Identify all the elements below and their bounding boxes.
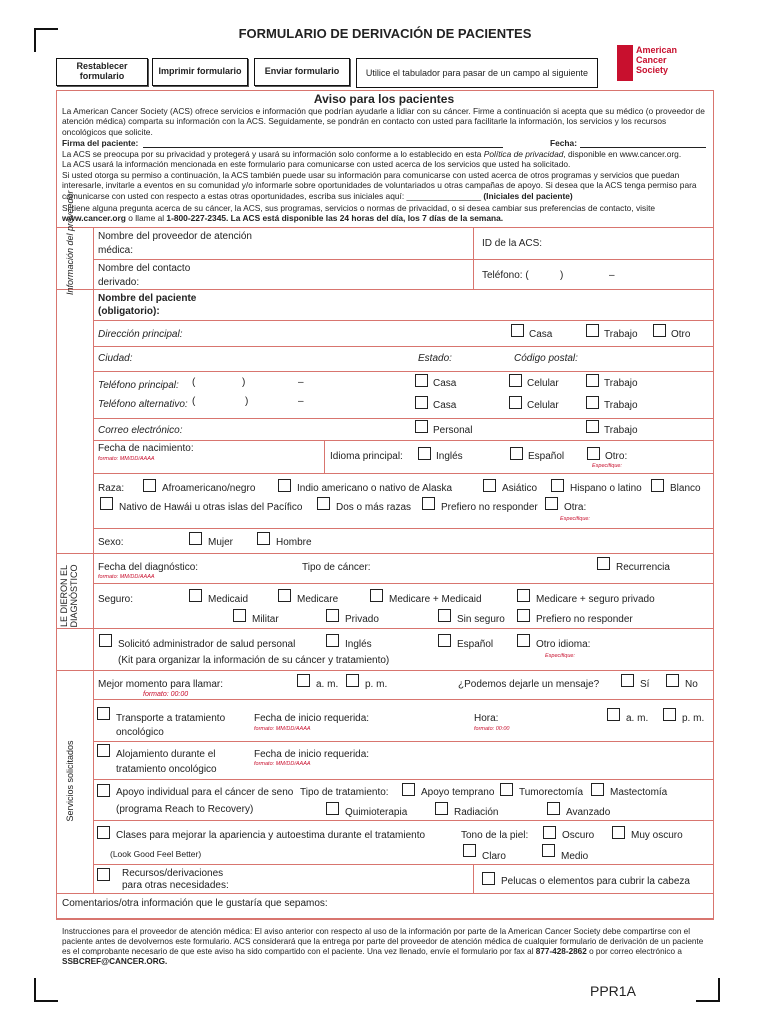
alt-phone-trabajo-checkbox[interactable] xyxy=(586,396,599,409)
resources-label: para otras necesidades: xyxy=(122,880,229,891)
manager-other-language-checkbox[interactable] xyxy=(517,634,530,647)
mujer-label: Mujer xyxy=(208,537,234,548)
trabajo-label: Trabajo xyxy=(604,378,638,389)
sex-label: Sexo: xyxy=(98,537,124,548)
race-option-label: Blanco xyxy=(670,483,701,494)
alt-phone-label: Teléfono alternativo: xyxy=(98,399,188,410)
reset-form-button[interactable]: Restablecer formulario xyxy=(56,58,148,86)
manager-ingles-checkbox[interactable] xyxy=(326,634,339,647)
specify-hint: Especifique: xyxy=(592,463,622,469)
specify-hint: Especifique: xyxy=(545,653,575,659)
zip-label: Código postal: xyxy=(514,353,578,364)
trabajo-label: Trabajo xyxy=(604,425,638,436)
divider xyxy=(93,473,713,474)
divider xyxy=(93,418,713,419)
race-prefiero-checkbox[interactable] xyxy=(422,497,435,510)
dash: – xyxy=(298,377,304,388)
best-time-label: Mejor momento para llamar: xyxy=(98,679,224,690)
no-label: No xyxy=(685,679,698,690)
dash: – xyxy=(609,270,615,281)
si-label: Sí xyxy=(640,679,650,690)
divider xyxy=(93,346,713,347)
date-line[interactable] xyxy=(580,147,706,148)
resources-checkbox[interactable] xyxy=(97,868,110,881)
health-manager-label: Solicitó administrador de salud personal xyxy=(118,639,296,650)
lodging-checkbox[interactable] xyxy=(97,744,110,757)
divider xyxy=(93,371,713,372)
insurance-option-label: Privado xyxy=(345,614,379,625)
dash: – xyxy=(298,396,304,407)
pm-label: p. m. xyxy=(365,679,388,690)
notice-privacy: La ACS se preocupa por su privacidad y protegerá y usará su información solo conforme a lo establecido en esta Política de privacidad, disponible en www.cancer.org. xyxy=(62,149,682,159)
alt-phone-casa-checkbox[interactable] xyxy=(415,396,428,409)
insurance-option-label: Medicare xyxy=(297,594,339,605)
resources-label: Recursos/derivaciones xyxy=(122,868,224,879)
paren: ) xyxy=(245,396,249,407)
divider xyxy=(93,779,713,780)
lgfb-classes-checkbox[interactable] xyxy=(97,826,110,839)
other-language-label: Otro idioma: xyxy=(536,639,591,650)
insurance-medicare-checkbox[interactable] xyxy=(278,589,291,602)
email-label: Correo electrónico: xyxy=(98,425,183,436)
race-blanco-checkbox[interactable] xyxy=(651,479,664,492)
skin-muy-oscuro-checkbox[interactable] xyxy=(612,826,625,839)
insurance-option-label: Prefiero no responder xyxy=(536,614,633,625)
leave-message-label: ¿Podemos dejarle un mensaje? xyxy=(458,679,600,690)
am-label: a. m. xyxy=(316,679,339,690)
divider xyxy=(93,320,713,321)
race-label: Raza: xyxy=(98,483,125,494)
race-indio-checkbox[interactable] xyxy=(278,479,291,492)
acs-logo-icon xyxy=(617,45,633,81)
contact-name-label: Nombre del contacto derivado: xyxy=(98,263,191,288)
main-phone-celular-checkbox[interactable] xyxy=(509,374,522,387)
print-form-button[interactable]: Imprimir formulario xyxy=(152,58,248,86)
divider xyxy=(93,583,713,584)
race-option-label: Afroamericano/negro xyxy=(162,483,256,494)
acs-logo-text: American Cancer Society xyxy=(636,45,678,75)
espanol-label: Español xyxy=(457,639,494,650)
acs-id-label: ID de la ACS: xyxy=(482,238,543,249)
transport-label: Transporte a tratamiento xyxy=(116,713,226,724)
divider xyxy=(473,864,474,893)
trabajo-label: Trabajo xyxy=(604,400,638,411)
section-divider xyxy=(93,227,94,893)
notice-title: Aviso para los pacientes xyxy=(313,92,455,106)
recurrence-checkbox[interactable] xyxy=(597,557,610,570)
time-format: formato: 00:00 xyxy=(474,726,510,732)
treatment-option-label: Mastectomía xyxy=(610,787,668,798)
divider xyxy=(56,553,713,554)
skin-oscuro-checkbox[interactable] xyxy=(543,826,556,839)
divider xyxy=(473,227,474,289)
health-manager-note: (Kit para organizar la información de su cáncer y tratamiento) xyxy=(118,655,390,666)
provider-instructions: Instrucciones para el proveedor de atención médica: El aviso anterior con respecto al uso de la información por parte de la American Cancer Society debe compartirse con el paciente antes de devolvernos este formulario. ACS considerará que la entrega por parte del proveedor de atención médica de cualquier formulario de derivación de un paciente es el comprobante necesario de que este aviso ha sido compartido con el paciente. Una vez llenado, envíe el formulario por fax al 877-428-2862 o por correo electrónico a SSBCREF@CANCER.ORG. xyxy=(62,927,704,966)
divider xyxy=(93,259,713,260)
race-hispano-checkbox[interactable] xyxy=(551,479,564,492)
manager-espanol-checkbox[interactable] xyxy=(438,634,451,647)
otro-label: Otro: xyxy=(605,451,628,462)
dob-format: formato: MM/DD/AAAA xyxy=(98,456,155,462)
form-title: FORMULARIO DE DERIVACIÓN DE PACIENTES xyxy=(238,26,532,41)
main-phone-casa-checkbox[interactable] xyxy=(415,374,428,387)
divider xyxy=(93,820,713,821)
paren: ( xyxy=(192,396,196,407)
skin-option-label: Muy oscuro xyxy=(631,830,683,841)
section-label-diagnosis: LE DIERON EL DIAGNÓSTICO xyxy=(59,564,79,628)
paren: ( xyxy=(192,377,196,388)
lodging-label: Alojamiento durante el xyxy=(116,749,216,760)
corner-mark-bottom-right xyxy=(696,978,720,1002)
email-personal-checkbox[interactable] xyxy=(415,420,428,433)
recurrence-label: Recurrencia xyxy=(616,562,670,573)
race-option-label: Hispano o latino xyxy=(570,483,642,494)
provider-phone-label: Teléfono: ( xyxy=(482,270,529,281)
treatment-type-label: Tipo de tratamiento: xyxy=(300,787,389,798)
treat-early-checkbox[interactable] xyxy=(402,783,415,796)
paren: ) xyxy=(560,270,564,281)
insurance-medicare-medicaid-checkbox[interactable] xyxy=(370,589,383,602)
call-pm-checkbox[interactable] xyxy=(346,674,359,687)
lgfb-classes-label: Clases para mejorar la apariencia y autoestima durante el tratamiento xyxy=(116,830,426,841)
transport-label: oncológico xyxy=(116,727,164,738)
insurance-sin-seguro-checkbox[interactable] xyxy=(438,609,451,622)
notice-paragraph-1: La American Cancer Society (ACS) ofrece servicios e información que podrían ayudarle a lidiar con su cáncer. Firme a continuación si acepta que su médico (o proveedor de atención médica) comparta su información con la ACS. Seguidamente, se pondrán en contacto con usted para facilitarle la información, los servicios y los recursos oncológicos que solicite. xyxy=(62,106,705,137)
language-label: Idioma principal: xyxy=(330,451,403,462)
date-format: formato: MM/DD/AAAA xyxy=(254,761,311,767)
insurance-prefiero-checkbox[interactable] xyxy=(517,609,530,622)
race-option-label: Otra: xyxy=(564,502,587,513)
paren: ) xyxy=(242,377,246,388)
transport-pm-checkbox[interactable] xyxy=(663,708,676,721)
address-otro-checkbox[interactable] xyxy=(653,324,666,337)
ingles-label: Inglés xyxy=(345,639,372,650)
skin-claro-checkbox[interactable] xyxy=(463,844,476,857)
skin-medio-checkbox[interactable] xyxy=(542,844,555,857)
alt-phone-celular-checkbox[interactable] xyxy=(509,396,522,409)
divider xyxy=(56,628,713,629)
address-casa-checkbox[interactable] xyxy=(511,324,524,337)
treat-advanced-checkbox[interactable] xyxy=(547,802,560,815)
sex-mujer-checkbox[interactable] xyxy=(189,532,202,545)
casa-label: Casa xyxy=(529,329,553,340)
health-manager-checkbox[interactable] xyxy=(99,634,112,647)
race-option-label: Asiático xyxy=(502,483,538,494)
treatment-option-label: Tumorectomía xyxy=(519,787,584,798)
divider xyxy=(93,699,713,700)
celular-label: Celular xyxy=(527,378,559,389)
date-label: Fecha: xyxy=(550,138,577,148)
treatment-option-label: Radiación xyxy=(454,807,499,818)
divider xyxy=(93,741,713,742)
send-form-button[interactable]: Enviar formulario xyxy=(254,58,350,86)
state-label: Estado: xyxy=(418,353,452,364)
skin-option-label: Claro xyxy=(482,851,506,862)
insurance-option-label: Sin seguro xyxy=(457,614,505,625)
trabajo-label: Trabajo xyxy=(604,329,638,340)
notice-paragraph-4: Si usted otorga su permiso a continuación, la ACS también puede usar su información para comunicarse con usted acerca de otros programas y servicios que puedan interesarle, invitarle a eventos en su comunidad y/o informarle sobre oportunidades de voluntariados u otras campañas de apoyo. Si desea que la ACS tenga permiso para comunicarse con usted con respecto a estas otras oportunidades, escriba sus iniciales aquí: ________________ (Iniciales del paciente) xyxy=(62,170,697,201)
form-code: PPR1A xyxy=(590,983,636,999)
divider xyxy=(324,440,325,473)
insurance-medicare-private-checkbox[interactable] xyxy=(517,589,530,602)
sex-hombre-checkbox[interactable] xyxy=(257,532,270,545)
address-trabajo-checkbox[interactable] xyxy=(586,324,599,337)
insurance-option-label: Medicare + seguro privado xyxy=(536,594,655,605)
time-format: formato: 00:00 xyxy=(143,691,189,698)
insurance-privado-checkbox[interactable] xyxy=(326,609,339,622)
race-option-label: Nativo de Hawái u otras islas del Pacífico xyxy=(119,502,303,513)
dob-label: Fecha de nacimiento: xyxy=(98,443,194,454)
wigs-checkbox[interactable] xyxy=(482,872,495,885)
treat-mastectomy-checkbox[interactable] xyxy=(591,783,604,796)
race-option-label: Prefiero no responder xyxy=(441,502,538,513)
provider-name-label: Nombre del proveedor de atención médica: xyxy=(98,231,252,256)
ingles-label: Inglés xyxy=(436,451,463,462)
race-option-label: Dos o más razas xyxy=(336,502,412,513)
breast-support-checkbox[interactable] xyxy=(97,784,110,797)
lang-otro-checkbox[interactable] xyxy=(587,447,600,460)
cancer-type-label: Tipo de cáncer: xyxy=(302,562,371,573)
otro-label: Otro xyxy=(671,329,691,340)
espanol-label: Español xyxy=(528,451,565,462)
insurance-medicaid-checkbox[interactable] xyxy=(189,589,202,602)
divider xyxy=(93,440,713,441)
treat-lumpectomy-checkbox[interactable] xyxy=(500,783,513,796)
divider xyxy=(56,918,713,919)
treatment-option-label: Avanzado xyxy=(566,807,611,818)
insurance-label: Seguro: xyxy=(98,594,134,605)
main-phone-label: Teléfono principal: xyxy=(98,380,179,391)
race-option-label: Indio americano o nativo de Alaska xyxy=(297,483,453,494)
insurance-militar-checkbox[interactable] xyxy=(233,609,246,622)
lang-ingles-checkbox[interactable] xyxy=(418,447,431,460)
race-afroamericano-checkbox[interactable] xyxy=(143,479,156,492)
notice-paragraph-5: Si tiene alguna pregunta acerca de su cáncer, la ACS, sus programas, servicios o normas de privacidad, o si desea cambiar sus preferencias de contacto, visite www.cancer.org o llame al 1-800-227-2345. La ACS está disponible las 24 horas del día, los 7 días de la semana. xyxy=(62,203,656,224)
treatment-option-label: Quimioterapia xyxy=(345,807,408,818)
treatment-option-label: Apoyo temprano xyxy=(421,787,495,798)
insurance-option-label: Medicare + Medicaid xyxy=(389,594,482,605)
race-asiatico-checkbox[interactable] xyxy=(483,479,496,492)
race-hawaii-checkbox[interactable] xyxy=(100,497,113,510)
date-format: formato: MM/DD/AAAA xyxy=(254,726,311,732)
celular-label: Celular xyxy=(527,400,559,411)
skin-option-label: Oscuro xyxy=(562,830,595,841)
corner-mark-bottom-left xyxy=(34,978,58,1002)
start-date-label: Fecha de inicio requerida: xyxy=(254,749,370,760)
wigs-label: Pelucas o elementos para cubrir la cabeza xyxy=(501,876,690,887)
section-label-services: Servicios solicitados xyxy=(65,740,75,822)
section-label-provider: Información del proveedor xyxy=(65,190,75,295)
insurance-option-label: Medicaid xyxy=(208,594,249,605)
diagnosis-date-label: Fecha del diagnóstico: xyxy=(98,562,199,573)
skin-option-label: Medio xyxy=(561,851,589,862)
specify-hint: Especifique: xyxy=(560,516,590,522)
casa-label: Casa xyxy=(433,400,457,411)
breast-support-label: (programa Reach to Recovery) xyxy=(116,804,254,815)
email-trabajo-checkbox[interactable] xyxy=(586,420,599,433)
acs-logo xyxy=(617,45,685,81)
hombre-label: Hombre xyxy=(276,537,312,548)
divider xyxy=(93,528,713,529)
transport-am-checkbox[interactable] xyxy=(607,708,620,721)
insurance-option-label: Militar xyxy=(252,614,279,625)
comments-label: Comentarios/otra información que le gustaría que sepamos: xyxy=(62,898,328,909)
time-label: Hora: xyxy=(474,713,499,724)
pm-label: p. m. xyxy=(682,713,705,724)
lang-espanol-checkbox[interactable] xyxy=(510,447,523,460)
date-format: formato: MM/DD/AAAA xyxy=(98,574,155,580)
message-si-checkbox[interactable] xyxy=(621,674,634,687)
address-label: Dirección principal: xyxy=(98,329,183,340)
race-dos-checkbox[interactable] xyxy=(317,497,330,510)
race-otra-checkbox[interactable] xyxy=(545,497,558,510)
breast-support-label: Apoyo individual para el cáncer de seno xyxy=(116,787,294,798)
patient-name-label: Nombre del paciente (obligatorio): xyxy=(98,293,197,317)
divider xyxy=(93,864,713,865)
city-label: Ciudad: xyxy=(98,353,133,364)
lgfb-note: (Look Good Feel Better) xyxy=(110,849,202,859)
treat-radiation-checkbox[interactable] xyxy=(435,802,448,815)
personal-label: Personal xyxy=(433,425,473,436)
signature-label: Firma del paciente: xyxy=(62,138,139,148)
start-date-label: Fecha de inicio requerida: xyxy=(254,713,370,724)
main-phone-trabajo-checkbox[interactable] xyxy=(586,374,599,387)
treat-chemo-checkbox[interactable] xyxy=(326,802,339,815)
am-label: a. m. xyxy=(626,713,649,724)
notice-paragraph-3: La ACS usará la información mencionada en este formulario para comunicarse con usted acerca de los servicios que usted ha solicitado. xyxy=(62,159,571,169)
divider xyxy=(56,893,713,894)
transport-checkbox[interactable] xyxy=(97,707,110,720)
signature-line[interactable] xyxy=(143,147,503,148)
message-no-checkbox[interactable] xyxy=(666,674,679,687)
divider xyxy=(56,670,713,671)
casa-label: Casa xyxy=(433,378,457,389)
lodging-label: tratamiento oncológico xyxy=(116,764,217,775)
skin-tone-label: Tono de la piel: xyxy=(461,830,529,841)
tab-instruction: Utilice el tabulador para pasar de un campo al siguiente xyxy=(356,58,598,88)
call-am-checkbox[interactable] xyxy=(297,674,310,687)
divider xyxy=(56,227,713,228)
